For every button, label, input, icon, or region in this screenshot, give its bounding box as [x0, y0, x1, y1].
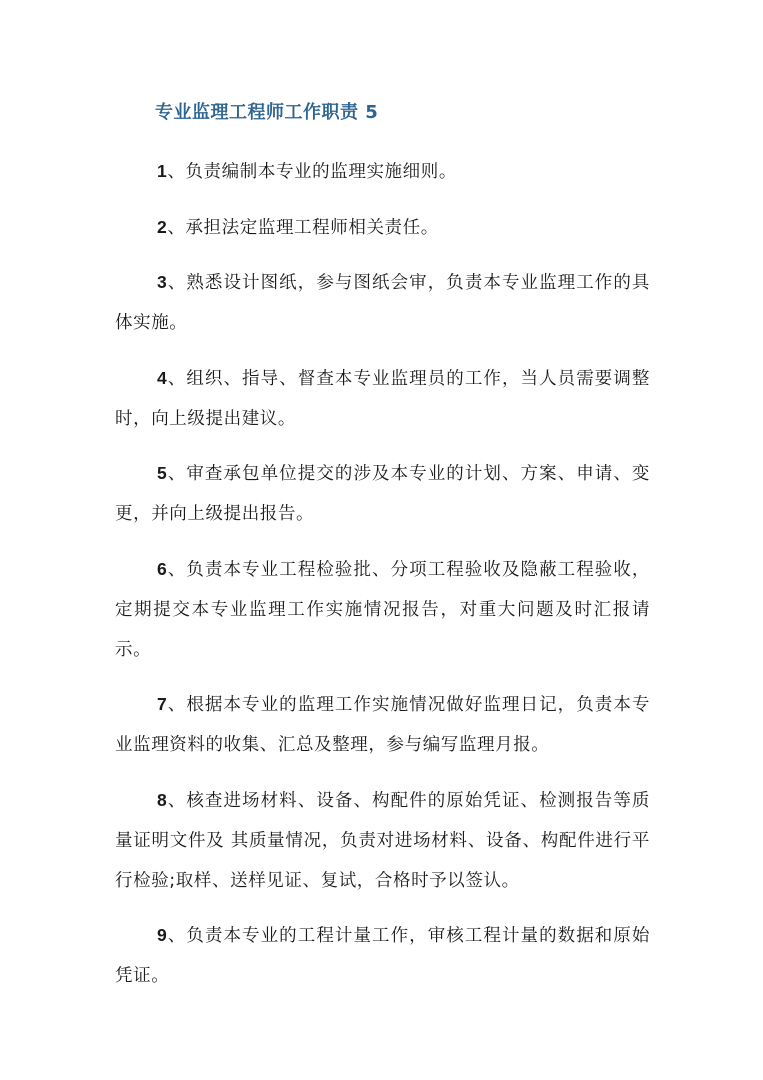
- item-number: 8: [157, 789, 168, 810]
- item-text: 、审查承包单位提交的涉及本专业的计划、方案、申请、变更，并向上级提出报告。: [115, 464, 650, 524]
- item-text: 、组织、指导、督查本专业监理员的工作，当人员需要调整时，向上级提出建议。: [115, 368, 650, 429]
- item-number: 7: [157, 694, 168, 714]
- document-title: 专业监理工程师工作职责 5: [155, 102, 379, 123]
- duty-paragraph-3: [115, 262, 650, 343]
- item-number: 1: [157, 161, 168, 181]
- duty-paragraph-8: [115, 780, 650, 901]
- duty-paragraph-6: [115, 549, 650, 670]
- item-text: 、熟悉设计图纸，参与图纸会审，负责本专业监理工作的具体实施。: [115, 273, 650, 333]
- item-text: 、负责编制本专业的监理实施细则。: [167, 162, 457, 182]
- item-number: 5: [157, 463, 168, 483]
- duty-paragraph-1: [115, 151, 650, 192]
- duty-paragraph-5: [115, 453, 650, 534]
- duty-paragraph-4: [115, 358, 650, 439]
- duty-paragraph-7: [115, 684, 650, 765]
- document-body: [115, 151, 650, 1011]
- item-number: 6: [157, 558, 168, 579]
- item-text: 、负责本专业的工程计量工作，审核工程计量的数据和原始凭证。: [115, 926, 650, 986]
- item-text: 、承担法定监理工程师相关责任。: [167, 217, 439, 238]
- item-number: 4: [157, 367, 168, 388]
- item-text: 、核查进场材料、设备、构配件的原始凭证、检测报告等质量证明文件及 其质量情况，负责对进场材料、设备、构配件进行平行检验;取样、送样见证、复试，合格时予以签认。: [115, 790, 650, 891]
- item-text: 、根据本专业的监理工作实施情况做好监理日记，负责本专业监理资料的收集、汇总及整理，参与编写监理月报。: [115, 695, 650, 755]
- duty-paragraph-2: [115, 207, 650, 248]
- item-number: 3: [157, 272, 168, 292]
- item-text: 、负责本专业工程检验批、分项工程验收及隐蔽工程验收， 定期提交本专业监理工作实施情况报告，对重大问题及时汇报请示。: [115, 559, 650, 660]
- item-number: 9: [157, 925, 168, 945]
- duty-paragraph-9: [115, 915, 650, 996]
- item-number: 2: [157, 216, 168, 237]
